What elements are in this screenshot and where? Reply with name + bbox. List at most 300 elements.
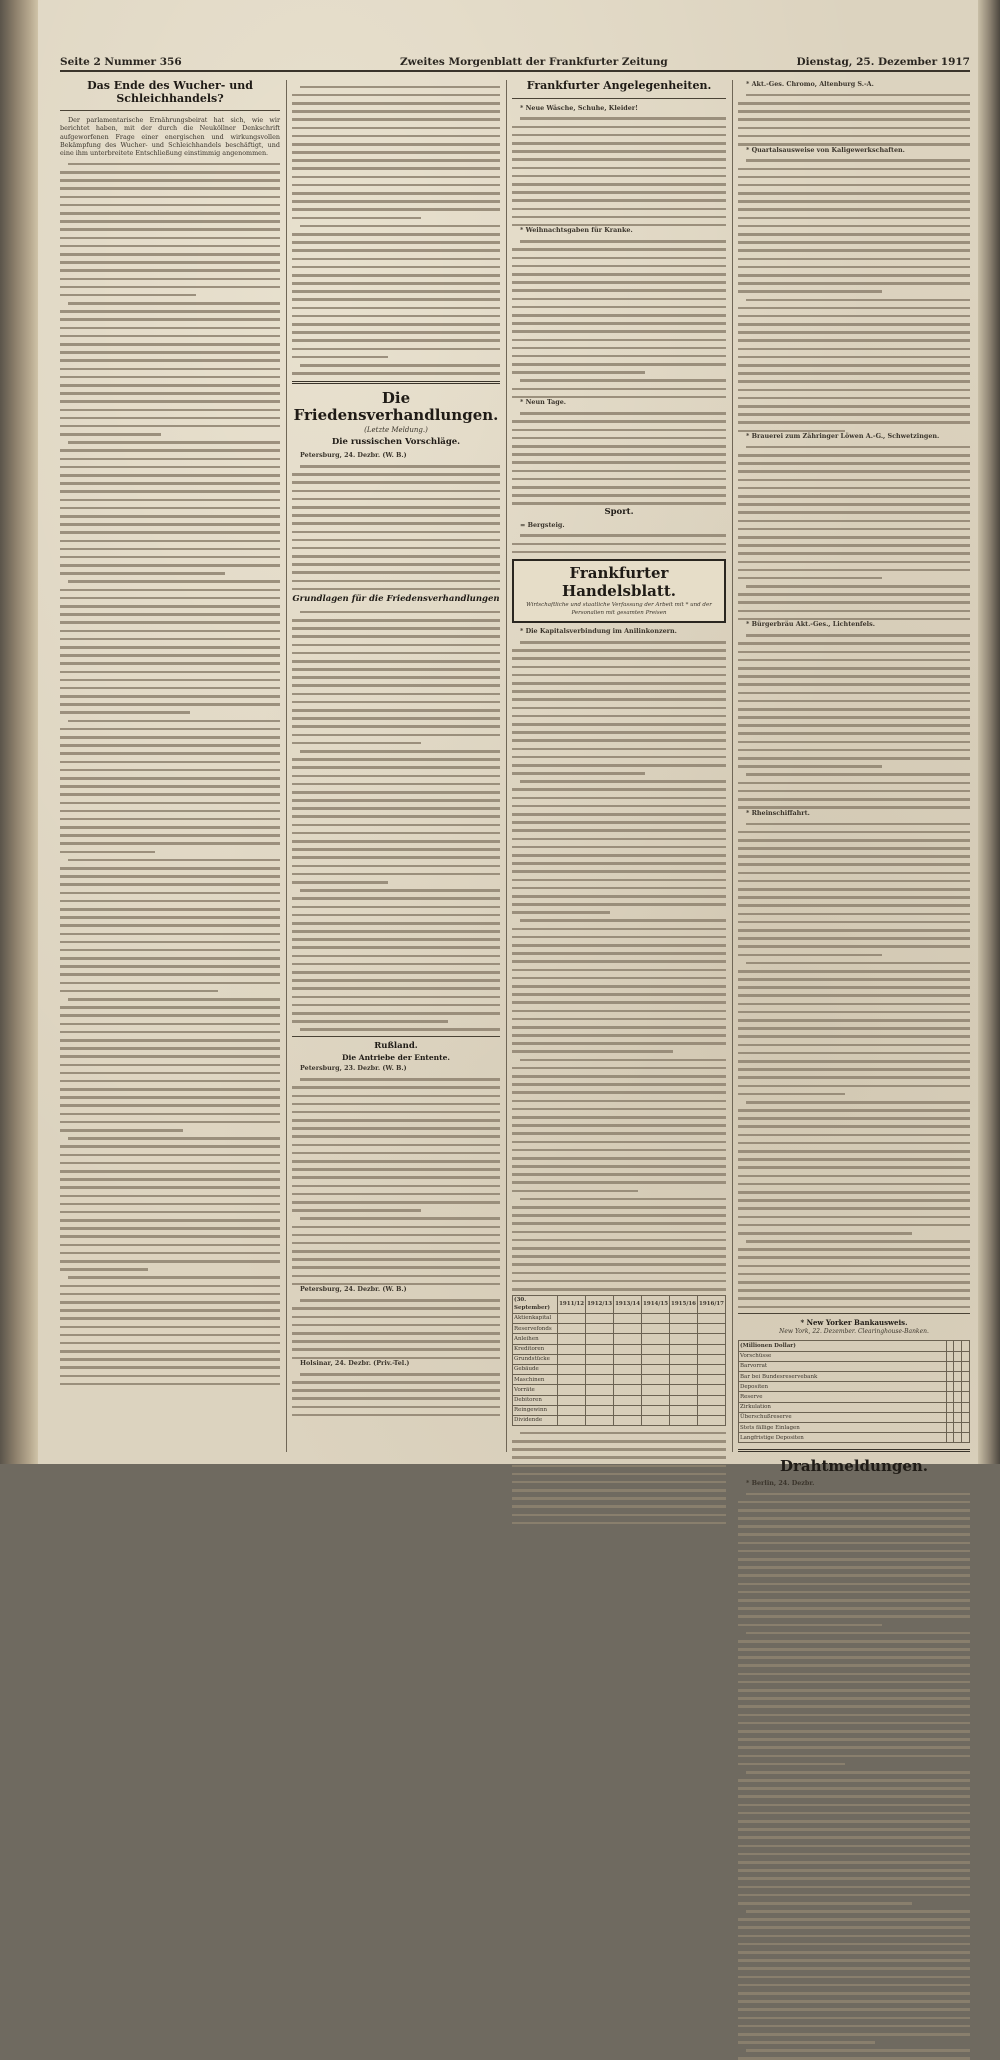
- text-line: [292, 233, 500, 236]
- text-line: [292, 282, 500, 285]
- text-line: [738, 1166, 970, 1169]
- text-line: [60, 499, 280, 502]
- table-cell: [586, 1313, 614, 1323]
- text-line: [512, 1050, 673, 1053]
- text-line: [520, 117, 726, 120]
- table-cell: Barvorrat: [739, 1361, 947, 1371]
- text-line: [292, 987, 500, 990]
- text-line: [738, 692, 970, 695]
- text-line: [738, 1820, 970, 1823]
- table-row: [513, 1344, 726, 1354]
- text-line: [60, 1104, 280, 1107]
- table-cell: [698, 1364, 726, 1374]
- text-line: [292, 290, 500, 293]
- text-line: [60, 621, 280, 624]
- text-line: [300, 1217, 500, 1220]
- text-line: [60, 793, 280, 796]
- text-line: [738, 1812, 970, 1815]
- text-line: [292, 897, 500, 900]
- text-line: [60, 1326, 280, 1329]
- text-line: [738, 1615, 970, 1618]
- text-line: [292, 1004, 500, 1007]
- text-line: [292, 881, 388, 884]
- text-line: [512, 944, 726, 947]
- text-line: [292, 824, 500, 827]
- text-line: [738, 1951, 970, 1954]
- text-line: [738, 651, 970, 654]
- text-line: [512, 1214, 726, 1217]
- table-cell: [586, 1344, 614, 1354]
- text-line: [738, 1183, 970, 1186]
- table-header-cell: 1916/17: [698, 1295, 726, 1313]
- text-line: [292, 372, 500, 375]
- item-subtitle: New York, 22. Dezember. Clearinghouse-Banken.: [779, 1328, 929, 1336]
- text-line: [512, 1497, 726, 1500]
- table-cell: [670, 1385, 698, 1395]
- text-line: [292, 668, 500, 671]
- text-line: [292, 102, 500, 105]
- text-line: [292, 1348, 500, 1351]
- text-line: [292, 815, 500, 818]
- article-lead: Der parlamentarische Ernährungsbeirat hat sich, wie wir berichtet haben, mit der durch die Neuköllner Denkschrift aufgeworfenen Frage einer energischen und wirkungsvollen Bekämpfung des Wucher- und Schleichhandels beschäftigt, und eine ihm unterbreitete Entschließung einstimmig angenommen.: [60, 116, 280, 158]
- text-line: [512, 257, 726, 260]
- text-line: [738, 577, 882, 580]
- text-line: [738, 184, 970, 187]
- text-line: [738, 1150, 970, 1153]
- text-line: [512, 739, 726, 742]
- text-line: [60, 523, 280, 526]
- text-line: [746, 94, 970, 97]
- table-cell: [558, 1415, 586, 1425]
- column-2: [292, 80, 500, 1452]
- text-line: [738, 732, 970, 735]
- table-cell: [954, 1351, 962, 1361]
- table-cell: [670, 1405, 698, 1415]
- text-line: [738, 1730, 970, 1733]
- dateline: * Berlin, 24. Dezbr.: [746, 1478, 815, 1487]
- text-line: [512, 1288, 726, 1291]
- text-line: [60, 1178, 280, 1181]
- text-line: [292, 249, 500, 252]
- text-line: [60, 556, 280, 559]
- text-line: [60, 671, 280, 674]
- column-4: [738, 80, 970, 1487]
- text-line: [60, 1301, 280, 1304]
- text-line: [512, 1448, 726, 1451]
- text-line: [292, 167, 500, 170]
- text-line: [512, 1132, 726, 1135]
- text-line: [292, 217, 421, 220]
- text-line: [512, 1157, 726, 1160]
- item-heading: * Rheinschiffahrt.: [746, 808, 810, 817]
- table-cell: [946, 1382, 954, 1392]
- text-line: [738, 1763, 845, 1766]
- table-header-cell: (Millionen Dollar): [739, 1341, 947, 1351]
- table-cell: [962, 1392, 970, 1402]
- text-line: [292, 627, 500, 630]
- text-line: [512, 1222, 726, 1225]
- handelsblatt-banner: [512, 559, 726, 623]
- table-cell: Grundstücke: [513, 1354, 558, 1364]
- text-line: [292, 1086, 500, 1089]
- text-line: [292, 693, 500, 696]
- text-line: [60, 1235, 280, 1238]
- text-line: [60, 687, 280, 690]
- text-line: [60, 638, 280, 641]
- text-line: [292, 1307, 500, 1310]
- text-line: [512, 1165, 726, 1168]
- text-line: [292, 127, 500, 130]
- text-line: [60, 368, 280, 371]
- text-line: [60, 327, 280, 330]
- text-line: [60, 318, 280, 321]
- text-line: [746, 1240, 970, 1243]
- text-line: [292, 1144, 500, 1147]
- text-line: [738, 323, 970, 326]
- text-line: [738, 307, 970, 310]
- table-row: [513, 1324, 726, 1334]
- section-heading: Rußland.: [374, 1040, 418, 1051]
- text-line: [738, 1591, 970, 1594]
- text-line: [60, 171, 280, 174]
- text-line: [512, 829, 726, 832]
- text-line: [512, 1083, 726, 1086]
- text-line: [60, 646, 280, 649]
- table-cell: [558, 1375, 586, 1385]
- text-line: [738, 561, 970, 564]
- text-line: [292, 490, 500, 493]
- text-line: [738, 1093, 845, 1096]
- balance-table: [512, 1295, 726, 1427]
- item-heading: = Bergsteig.: [520, 520, 565, 529]
- text-line: [60, 883, 280, 886]
- text-line: [60, 1309, 280, 1312]
- text-line: [512, 486, 726, 489]
- article-headline: Das Ende des Wucher- und Schleichhandels?: [87, 79, 253, 105]
- article-headline: Die Friedensverhandlungen.: [293, 388, 499, 424]
- text-line: [512, 928, 726, 931]
- text-line: [738, 872, 970, 875]
- table-row: [513, 1375, 726, 1385]
- text-line: [292, 135, 500, 138]
- text-line: [292, 555, 500, 558]
- text-line: [738, 208, 970, 211]
- table-cell: [954, 1361, 962, 1371]
- text-line: [60, 187, 280, 190]
- text-line: [738, 200, 970, 203]
- text-line: [738, 168, 970, 171]
- table-cell: [670, 1354, 698, 1364]
- page-header: [60, 56, 970, 72]
- text-line: [512, 502, 726, 505]
- text-line: [738, 1697, 970, 1700]
- text-line: [512, 690, 726, 693]
- text-line: [738, 1517, 970, 1520]
- item-heading: * Neun Tage.: [520, 398, 567, 407]
- text-line: [512, 1247, 726, 1250]
- text-line: [292, 1250, 500, 1253]
- newspaper-page: [38, 0, 978, 1487]
- text-line: [292, 938, 500, 941]
- table-cell: [642, 1334, 670, 1344]
- text-line: [738, 1306, 970, 1309]
- text-line: [292, 184, 500, 187]
- text-line: [520, 641, 726, 644]
- text-line: [292, 571, 500, 574]
- article-body: [512, 240, 726, 398]
- text-line: [738, 364, 970, 367]
- table-cell: [642, 1415, 670, 1425]
- text-line: [738, 896, 970, 899]
- text-line: [738, 2000, 970, 2003]
- text-line: [60, 875, 280, 878]
- table-row: [739, 1351, 970, 1361]
- text-line: [512, 985, 726, 988]
- text-line: [738, 397, 970, 400]
- table-cell: [698, 1385, 726, 1395]
- text-line: [292, 580, 500, 583]
- text-line: [512, 895, 726, 898]
- text-line: [746, 962, 970, 965]
- text-line: [738, 282, 970, 285]
- text-line: [292, 159, 500, 162]
- text-line: [512, 355, 726, 358]
- text-line: [512, 1514, 726, 1517]
- text-line: [292, 914, 500, 917]
- text-line: [292, 118, 500, 121]
- text-line: [60, 744, 280, 747]
- text-line: [60, 449, 280, 452]
- table-cell: [614, 1324, 642, 1334]
- table-cell: [946, 1412, 954, 1422]
- text-line: [292, 709, 500, 712]
- text-line: [292, 1119, 500, 1122]
- table-cell: [614, 1334, 642, 1344]
- article-body: [292, 1078, 500, 1285]
- table-cell: [642, 1354, 670, 1364]
- text-line: [520, 780, 726, 783]
- table-cell: [614, 1344, 642, 1354]
- text-line: [60, 400, 280, 403]
- table-cell: Überschußreserve: [739, 1412, 947, 1422]
- text-line: [292, 660, 500, 663]
- text-line: [292, 922, 500, 925]
- item-heading: * Die Kapitalsverbindung im Anilinkonzern.: [520, 627, 677, 636]
- text-line: [60, 425, 280, 428]
- text-line: [738, 1828, 970, 1831]
- table-cell: Depositen: [739, 1382, 947, 1392]
- text-line: [738, 1607, 970, 1610]
- text-line: [738, 765, 882, 768]
- text-line: [60, 220, 280, 223]
- text-line: [292, 192, 500, 195]
- text-line: [738, 1787, 970, 1790]
- text-line: [60, 1154, 280, 1157]
- text-line: [512, 134, 726, 137]
- text-line: [512, 772, 645, 775]
- text-line: [300, 889, 500, 892]
- text-line: [60, 1186, 280, 1189]
- text-line: [60, 990, 218, 993]
- table-cell: [954, 1433, 962, 1443]
- text-line: [738, 1967, 970, 1970]
- text-line: [512, 723, 726, 726]
- text-line: [738, 1224, 970, 1227]
- table-cell: [946, 1372, 954, 1382]
- table-cell: [698, 1415, 726, 1425]
- table-cell: [962, 1402, 970, 1412]
- text-line: [292, 1381, 500, 1384]
- text-line: [300, 225, 500, 228]
- book-binding: [0, 0, 38, 1464]
- text-line: [738, 1935, 970, 1938]
- text-line: [60, 1145, 280, 1148]
- text-line: [746, 446, 970, 449]
- table-header-cell: 1914/15: [642, 1295, 670, 1313]
- text-line: [292, 339, 500, 342]
- text-line: [60, 1268, 148, 1271]
- text-line: [60, 924, 280, 927]
- text-line: [738, 675, 970, 678]
- text-line: [292, 873, 500, 876]
- table-cell: [558, 1324, 586, 1334]
- article-body: [292, 86, 500, 375]
- text-line: [512, 1173, 726, 1176]
- text-line: [738, 601, 970, 604]
- text-line: [60, 900, 280, 903]
- table-cell: Gebäude: [513, 1364, 558, 1374]
- text-line: [292, 644, 500, 647]
- text-line: [60, 196, 280, 199]
- text-line: [60, 490, 280, 493]
- text-line: [60, 261, 280, 264]
- text-line: [60, 237, 280, 240]
- text-line: [60, 1047, 280, 1050]
- text-line: [512, 993, 726, 996]
- text-line: [738, 724, 970, 727]
- text-line: [292, 676, 500, 679]
- table-cell: [558, 1354, 586, 1364]
- text-line: [292, 1226, 500, 1229]
- text-line: [738, 1943, 970, 1946]
- text-line: [512, 911, 610, 914]
- text-line: [738, 913, 970, 916]
- table-cell: Aktienkapital: [513, 1313, 558, 1323]
- text-line: [512, 764, 726, 767]
- text-line: [512, 707, 726, 710]
- text-line: [60, 605, 280, 608]
- text-line: [292, 307, 500, 310]
- table-header-cell: (30. September): [513, 1295, 558, 1313]
- text-line: [292, 1176, 500, 1179]
- table-row: [513, 1354, 726, 1364]
- table-row: [739, 1412, 970, 1422]
- text-line: [300, 750, 500, 753]
- text-line: [292, 522, 500, 525]
- text-line: [292, 1160, 500, 1163]
- text-line: [292, 1234, 500, 1237]
- text-line: [738, 904, 970, 907]
- text-line: [60, 228, 280, 231]
- table-cell: [962, 1423, 970, 1433]
- text-line: [512, 657, 726, 660]
- divider: [292, 1036, 500, 1037]
- text-line: [60, 1014, 280, 1017]
- text-line: [292, 906, 500, 909]
- text-line: [512, 862, 726, 865]
- text-line: [292, 971, 500, 974]
- text-line: [512, 445, 726, 448]
- text-line: [300, 1299, 500, 1302]
- text-line: [738, 225, 970, 228]
- text-line: [738, 708, 970, 711]
- text-line: [738, 1926, 970, 1929]
- text-line: [68, 859, 280, 862]
- text-line: [292, 701, 500, 704]
- text-line: [292, 200, 500, 203]
- text-line: [512, 1042, 726, 1045]
- item-heading: * New Yorker Bankausweis.: [800, 1318, 908, 1328]
- text-line: [60, 654, 280, 657]
- text-line: [512, 731, 726, 734]
- article-body: [292, 1373, 500, 1417]
- text-line: [738, 683, 970, 686]
- text-line: [292, 742, 421, 745]
- text-line: [60, 892, 280, 895]
- text-line: [292, 1275, 500, 1278]
- table-cell: [586, 1334, 614, 1344]
- text-line: [292, 1340, 500, 1343]
- item-heading: * Quartalsausweise von Kaligewerkschaften.: [746, 145, 905, 154]
- text-line: [512, 216, 726, 219]
- text-line: [738, 1976, 970, 1979]
- text-line: [60, 409, 280, 412]
- text-line: [300, 465, 500, 468]
- table-cell: [642, 1344, 670, 1354]
- table-cell: Bar bei Bundesreservebank: [739, 1372, 947, 1382]
- text-line: [738, 258, 970, 261]
- table-row: [739, 1392, 970, 1402]
- text-line: [292, 331, 500, 334]
- text-line: [512, 1141, 726, 1144]
- text-line: [512, 191, 726, 194]
- text-line: [738, 1779, 970, 1782]
- table-cell: Zirkulation: [739, 1402, 947, 1412]
- text-line: [300, 1028, 500, 1031]
- table-cell: [962, 1382, 970, 1392]
- masthead-line: Zweites Morgenblatt der Frankfurter Zeitung: [400, 56, 668, 68]
- text-line: [512, 1075, 726, 1078]
- text-line: [746, 159, 970, 162]
- text-line: [60, 540, 280, 543]
- text-line: [60, 752, 280, 755]
- text-line: [292, 1127, 500, 1130]
- table-cell: [698, 1313, 726, 1323]
- text-line: [746, 1632, 970, 1635]
- text-line: [60, 1170, 280, 1173]
- article-body: [512, 117, 726, 226]
- text-line: [292, 1283, 500, 1286]
- text-line: [292, 143, 500, 146]
- text-line: [512, 870, 726, 873]
- table-row: [739, 1423, 970, 1433]
- text-line: [738, 1525, 970, 1528]
- text-line: [512, 854, 726, 857]
- article-body: [512, 534, 726, 553]
- text-line: [512, 756, 726, 759]
- table-cell: [670, 1324, 698, 1334]
- text-line: [738, 1232, 912, 1235]
